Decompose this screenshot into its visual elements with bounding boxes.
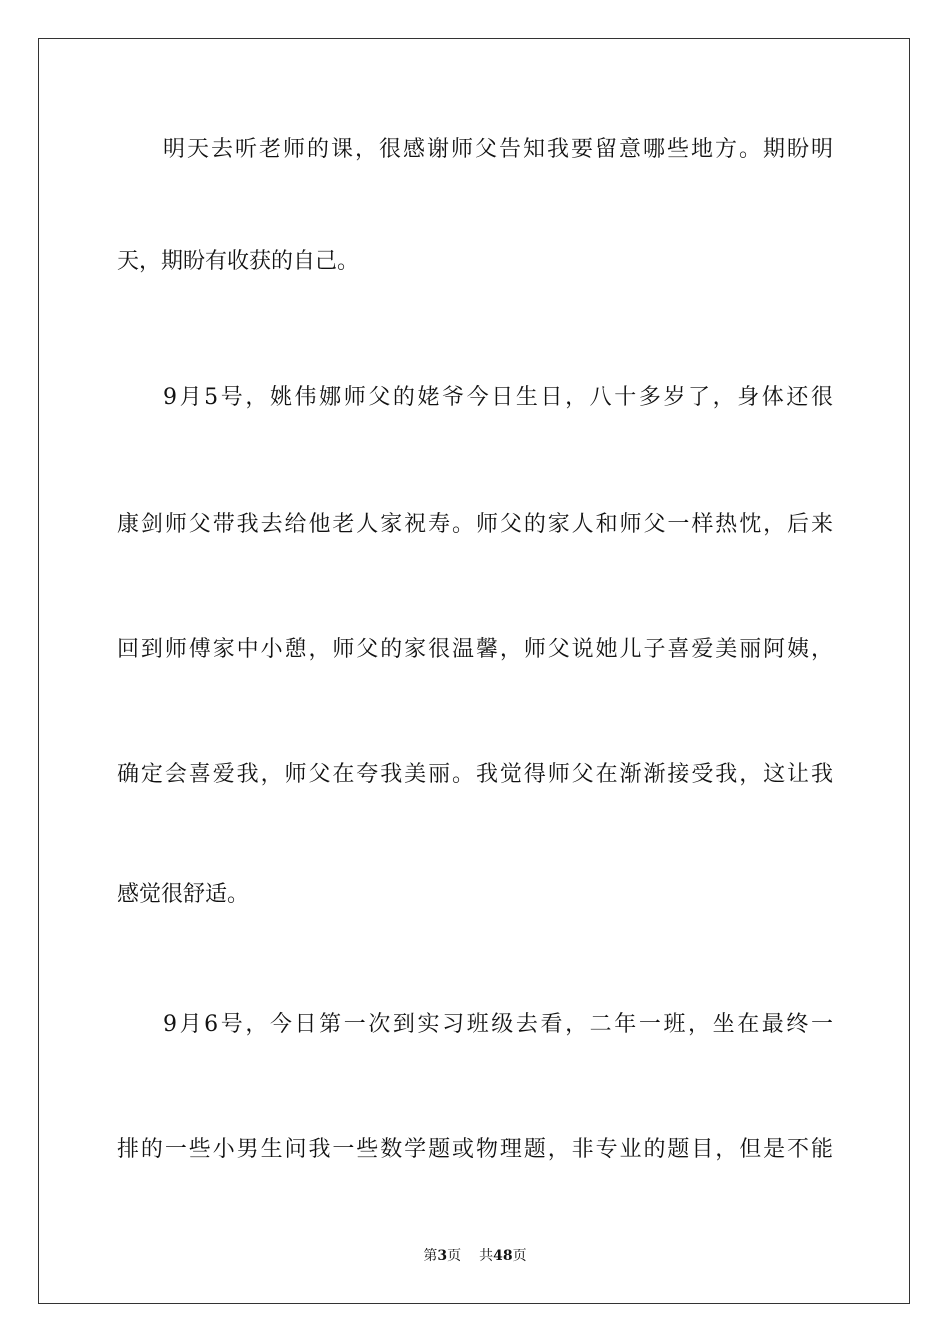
text-line-4: 康剑师父带我去给他老人家祝寿。师父的家人和师父一样热忱，后来 (117, 512, 833, 537)
text-line-3: 9月5号，姚伟娜师父的姥爷今日生日，八十多岁了，身体还很 (163, 385, 833, 410)
text-line-5: 回到师傅家中小憩，师父的家很温馨，师父说她儿子喜爱美丽阿姨， (117, 637, 833, 662)
page-footer (0, 1246, 950, 1266)
footer-page-suffix: 页 (447, 1248, 462, 1264)
text-line-9: 排的一些小男生问我一些数学题或物理题，非专业的题目，但是不能 (117, 1137, 833, 1162)
text-line-1: 明天去听老师的课，很感谢师父告知我要留意哪些地方。期盼明 (163, 137, 833, 162)
footer-page-prefix: 第 (423, 1248, 438, 1264)
text-line-7: 感觉很舒适。 (117, 882, 250, 907)
footer-total-prefix: 共 (479, 1248, 494, 1264)
footer-total-suffix: 页 (512, 1248, 527, 1264)
text-line-6: 确定会喜爱我，师父在夸我美丽。我觉得师父在渐渐接受我，这让我 (117, 762, 833, 787)
text-line-2: 天，期盼有收获的自己。 (117, 249, 360, 274)
page-border (38, 38, 910, 1304)
footer-total-number: 48 (493, 1248, 513, 1264)
text-line-8: 9月6号，今日第一次到实习班级去看，二年一班，坐在最终一 (163, 1012, 833, 1037)
footer-page-number: 3 (437, 1248, 448, 1264)
